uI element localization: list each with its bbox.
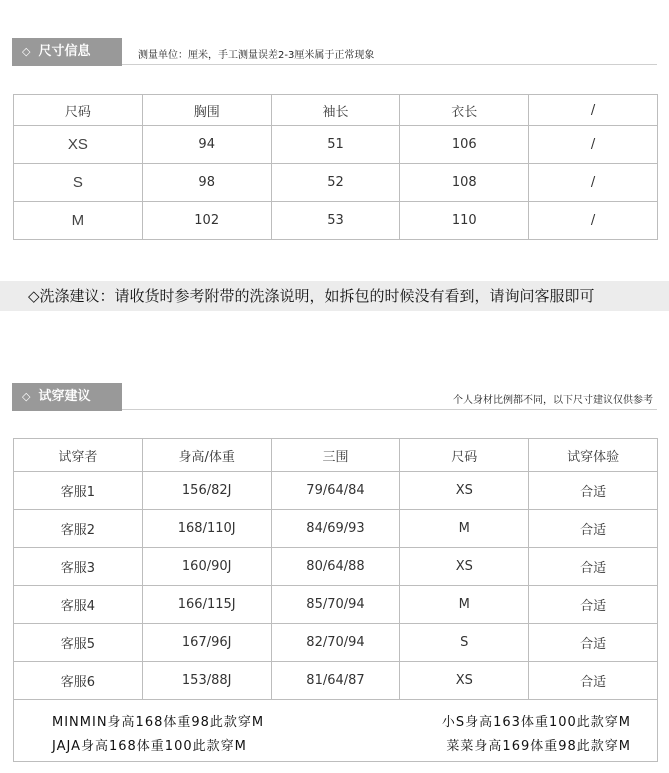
size-info-title: 尺寸信息 xyxy=(38,44,91,59)
length-cell: 106 xyxy=(400,126,529,164)
fit-result-cell: 合适 xyxy=(529,586,658,624)
size-cell: M xyxy=(400,510,529,548)
sleeve-cell: 51 xyxy=(271,126,400,164)
tester-note: MINMIN身高168体重98此款穿M xyxy=(52,715,265,730)
height-weight-cell: 168/110J xyxy=(142,510,271,548)
table-row xyxy=(14,624,658,662)
tester-note: 菜菜身高169体重98此款穿M xyxy=(446,739,631,754)
tester-note: 小S身高163体重100此款穿M xyxy=(441,715,631,730)
fit-result-cell: 合适 xyxy=(529,624,658,662)
table-row xyxy=(14,164,658,202)
measurements-cell: 82/70/94 xyxy=(271,624,400,662)
column-header: 尺码 xyxy=(400,439,529,472)
fit-advice-title: 试穿建议 xyxy=(38,389,91,404)
column-header: 三围 xyxy=(271,439,400,472)
height-weight-cell: 167/96J xyxy=(142,624,271,662)
table-row xyxy=(14,510,658,548)
chest-cell: 94 xyxy=(142,126,271,164)
size-info-header xyxy=(12,38,657,66)
table-row xyxy=(14,662,658,700)
table-row xyxy=(14,472,658,510)
measurements-cell: 84/69/93 xyxy=(271,510,400,548)
size-cell: XS xyxy=(400,548,529,586)
fit-table-header xyxy=(14,439,658,472)
measurement-note: 测量单位：厘米，手工测量误差2-3厘米属于正常现象 xyxy=(138,50,375,61)
diamond-icon: ◇ xyxy=(22,390,31,403)
blank-cell: / xyxy=(529,126,658,164)
diamond-icon: ◇ xyxy=(22,45,31,58)
measurements-cell: 85/70/94 xyxy=(271,586,400,624)
column-header: 身高/体重 xyxy=(142,439,271,472)
measurements-cell: 79/64/84 xyxy=(271,472,400,510)
tester-notes xyxy=(13,699,658,762)
tester-cell: 客服2 xyxy=(14,510,143,548)
column-header: 尺码 xyxy=(14,95,143,126)
height-weight-cell: 166/115J xyxy=(142,586,271,624)
fit-result-cell: 合适 xyxy=(529,510,658,548)
size-cell: M xyxy=(14,202,143,240)
fit-disclaimer: 个人身材比例都不同，以下尺寸建议仅供参考 xyxy=(453,395,653,406)
table-row xyxy=(14,548,658,586)
fit-advice-header xyxy=(12,383,657,411)
table-row xyxy=(14,126,658,164)
sleeve-cell: 53 xyxy=(271,202,400,240)
tester-cell: 客服5 xyxy=(14,624,143,662)
size-cell: XS xyxy=(14,126,143,164)
header-divider xyxy=(122,409,657,410)
measurements-cell: 80/64/88 xyxy=(271,548,400,586)
chest-cell: 98 xyxy=(142,164,271,202)
measurements-cell: 81/64/87 xyxy=(271,662,400,700)
size-table-header xyxy=(14,95,658,126)
size-cell: XS xyxy=(400,472,529,510)
size-cell: S xyxy=(14,164,143,202)
blank-cell: / xyxy=(529,164,658,202)
tester-cell: 客服3 xyxy=(14,548,143,586)
tester-cell: 客服6 xyxy=(14,662,143,700)
column-header: / xyxy=(529,95,658,126)
length-cell: 108 xyxy=(400,164,529,202)
fit-result-cell: 合适 xyxy=(529,548,658,586)
tester-note: JAJA身高168体重100此款穿M xyxy=(52,739,247,754)
fit-result-cell: 合适 xyxy=(529,662,658,700)
height-weight-cell: 160/90J xyxy=(142,548,271,586)
size-table xyxy=(13,94,658,240)
fit-table xyxy=(13,438,658,700)
chest-cell: 102 xyxy=(142,202,271,240)
tester-cell: 客服1 xyxy=(14,472,143,510)
size-info-tab xyxy=(12,38,122,66)
size-cell: M xyxy=(400,586,529,624)
column-header: 试穿者 xyxy=(14,439,143,472)
size-cell: XS xyxy=(400,662,529,700)
size-cell: S xyxy=(400,624,529,662)
height-weight-cell: 153/88J xyxy=(142,662,271,700)
fit-advice-tab xyxy=(12,383,122,411)
column-header: 衣长 xyxy=(400,95,529,126)
height-weight-cell: 156/82J xyxy=(142,472,271,510)
tester-cell: 客服4 xyxy=(14,586,143,624)
washing-advice: ◇洗涤建议：请收货时参考附带的洗涤说明，如拆包的时候没有看到，请询问客服即可 xyxy=(0,281,669,311)
table-row xyxy=(14,202,658,240)
sleeve-cell: 52 xyxy=(271,164,400,202)
column-header: 胸围 xyxy=(142,95,271,126)
fit-result-cell: 合适 xyxy=(529,472,658,510)
header-divider xyxy=(122,64,657,65)
length-cell: 110 xyxy=(400,202,529,240)
column-header: 袖长 xyxy=(271,95,400,126)
table-row xyxy=(14,586,658,624)
column-header: 试穿体验 xyxy=(529,439,658,472)
blank-cell: / xyxy=(529,202,658,240)
